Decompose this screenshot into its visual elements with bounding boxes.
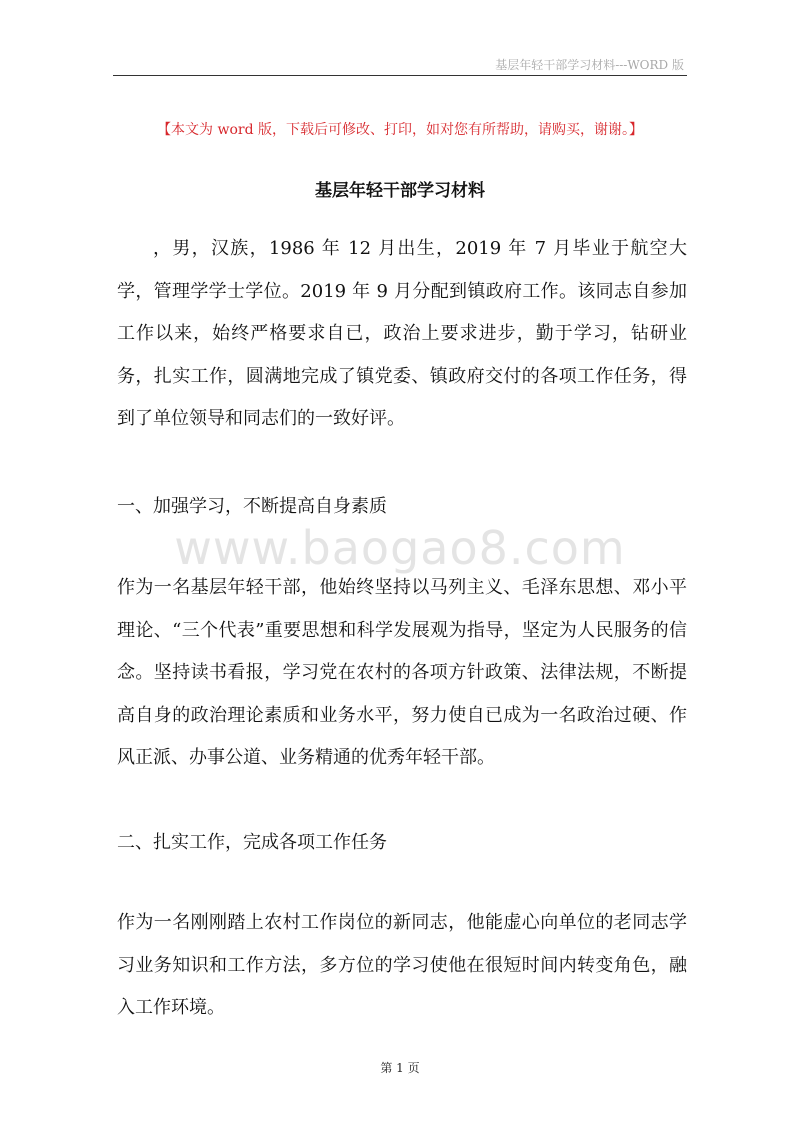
page-number: 第 1 页 [380,1061,420,1075]
section-1-heading: 一、加强学习，不断提高自身素质 [117,496,387,517]
header-divider [113,75,687,76]
running-header: 基层年轻干部学习材料---WORD 版 [495,58,684,72]
purchase-notice: 【本文为 word 版，下载后可修改、打印，如对您有所帮助，请购买，谢谢。】 [157,122,643,138]
watermark: www.baogao8.com [174,521,626,575]
section-2-heading: 二、扎实工作，完成各项工作任务 [117,832,387,853]
intro-paragraph: ，男，汉族，1986 年 12 月出生，2019 年 7 月毕业于航空大学，管理学学士学位。2019 年 9 月分配到镇政府工作。该同志自参加工作以来，始终严格要求自已，政治上要求进步，勤于学习，钻研业务，扎实工作，圆满地完成了镇党委、镇政府交付的各项工作任务，得到了单位领导和同志们的一致好评。 [117,238,687,429]
section-2-body: 作为一名刚刚踏上农村工作岗位的新同志，他能虚心向单位的老同志学习业务知识和工作方法，多方位的学习使他在很短时间内转变角色，融入工作环境。 [117,912,687,1018]
section-1-body: 作为一名基层年轻干部，他始终坚持以马列主义、毛泽东思想、邓小平理论、“三个代表”重要思想和科学发展观为指导，坚定为人民服务的信念。坚持读书看报，学习党在农村的各项方针政策、法律法规，不断提高自身的政治理论素质和业务水平，努力使自已成为一名政治过硬、作风正派、办事公道、业务精通的优秀年轻干部。 [117,577,687,768]
document-title: 基层年轻干部学习材料 [315,181,485,201]
